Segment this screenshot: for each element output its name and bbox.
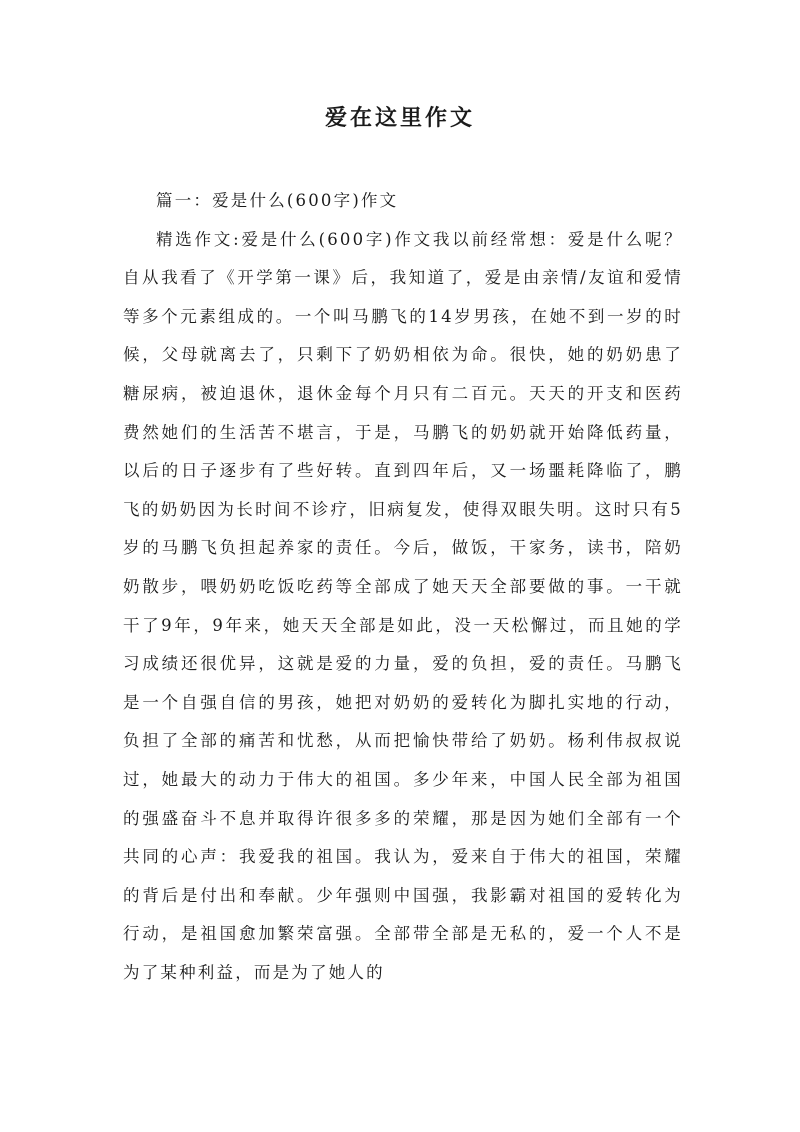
document-title: 爱在这里作文	[324, 105, 475, 131]
body-paragraph: 精选作文:爱是什么(600字)作文我以前经常想：爱是什么呢？自从我看了《开学第一课》后，我知道了，爱是由亲情/友谊和爱情等多个元素组成的。一个叫马鹏飞的14岁男孩，在她不到一岁的时候，父母就离去了，只剩下了奶奶相依为命。很快，她的奶奶患了糖尿病，被迫退休，退休金每个月只有二百元。天天的开支和医药费然她们的生活苦不堪言，于是，马鹏飞的奶奶就开始降低药量，以后的日子逐步有了些好转。直到四年后，又一场噩耗降临了，鹏飞的奶奶因为长时间不诊疗，旧病复发，使得双眼失明。这时只有5岁的马鹏飞负担起养家的责任。今后，做饭，干家务，读书，陪奶奶散步，喂奶奶吃饭吃药等全部成了她天天全部要做的事。一干就干了9年，9年来，她天天全部是如此，没一天松懈过，而且她的学习成绩还很优异，这就是爱的力量，爱的负担，爱的责任。马鹏飞是一个自强自信的男孩，她把对奶奶的爱转化为脚扎实地的行动，负担了全部的痛苦和忧愁，从而把愉快带给了奶奶。杨利伟叔叔说过，她最大的动力于伟大的祖国。多少年来，中国人民全部为祖国的强盛奋斗不息并取得许很多多的荣耀，那是因为她们全部有一个共同的心声：我爱我的祖国。我认为，爱来自于伟大的祖国，荣耀的背后是付出和奉献。少年强则中国强，我影霸对祖国的爱转化为行动，是祖国愈加繁荣富强。全部带全部是无私的，爱一个人不是为了某种利益，而是为了她人的	[123, 229, 683, 982]
document-body	[123, 182, 683, 992]
section-heading: 篇一：爱是什么(600字)作文	[156, 191, 399, 210]
